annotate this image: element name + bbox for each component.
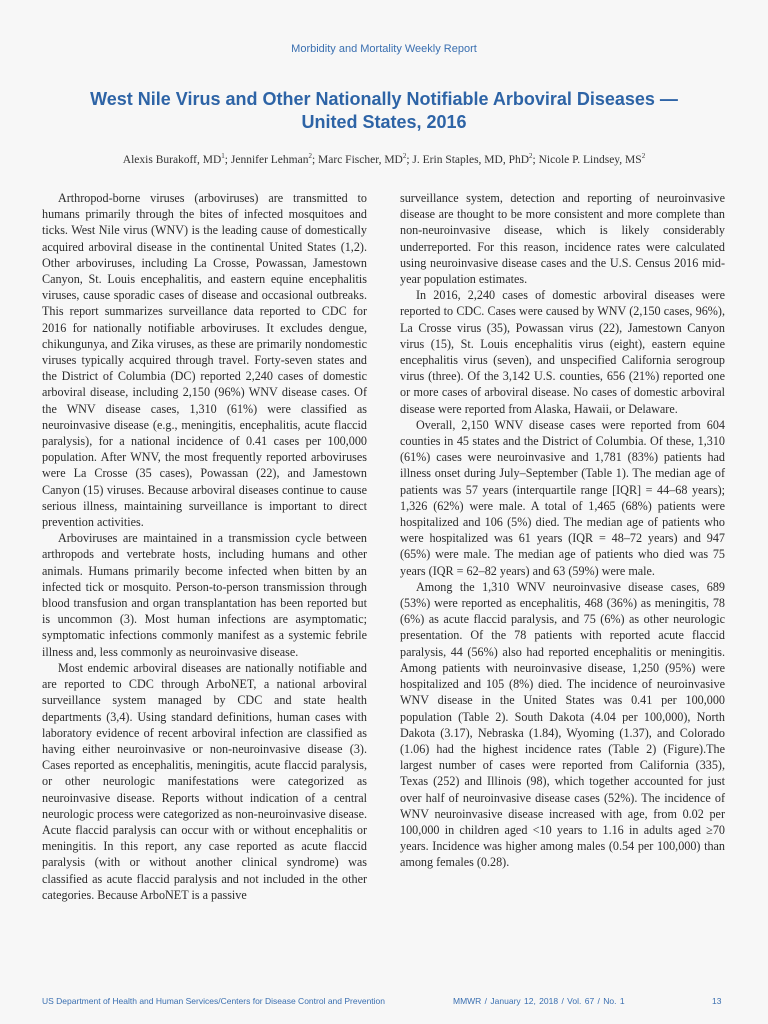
author-name: Alexis Burakoff, MD: [122, 153, 222, 166]
journal-header: Morbidity and Mortality Weekly Report: [291, 43, 477, 55]
author-affiliation: 2: [529, 152, 533, 160]
body-paragraph: Arthropod-borne viruses (arboviruses) are transmitted to humans primarily through the bites of infected mosquitoes and ticks. West Nile virus (WNV) is the leading cause of domestically acquired arboviral disease in the continental United States (1,2). Other arboviruses, including La Crosse, Powassan, Jamestown Canyon, St. Louis encephalitis, and eastern equine encephalitis viruses, cause sporadic cases of disease and occasional outbreaks. This report summarizes surveillance data reported to CDC for 2016 for nationally notifiable arboviruses. It excludes dengue, chikungunya, and Zika viruses, as these are primarily nondomestic viruses typically acquired through travel. Forty-seven states and the District of Columbia (DC) reported 2,240 cases of domestic arboviral disease, including 2,150 (96%) WNV disease cases. Of the WNV disease cases, 1,310 (61%) were classified as neuroinvasive disease (e.g., meningitis, encephalitis, acute flaccid paralysis), for a national incidence of 0.41 cases per 100,000 population. After WNV, the most frequently reported arboviruses were La Crosse (35 cases), Powassan (22), and Jamestown Canyon (15) viruses. Because arboviral diseases continue to cause serious illness, maintaining surveillance is important to direct prevention activities.: [42, 191, 367, 530]
footer-issue: MMWR / January 12, 2018 / Vol. 67 / No. 1: [453, 996, 625, 1006]
title-line-2: United States, 2016: [301, 112, 467, 132]
author-name: ; J. Erin Staples, MD, PhD: [406, 153, 530, 166]
author-name: ; Nicole P. Lindsey, MS: [532, 153, 642, 166]
author-affiliation: 1: [221, 152, 225, 160]
footer-agency: US Department of Health and Human Services/Centers for Disease Control and Prevention: [42, 996, 386, 1006]
article-title: [60, 88, 708, 134]
right-column: [400, 190, 725, 871]
page-number: 13: [712, 996, 722, 1006]
title-line-1: West Nile Virus and Other Nationally Notifiable Arboviral Diseases —: [90, 89, 678, 109]
body-paragraph: Arboviruses are maintained in a transmission cycle between arthropods and vertebrate hosts, including humans and other animals. Humans primarily become infected when bitten by an infected tick or mosquito. Person-to-person transmission through blood transfusion and organ transplantation has been reported but is uncommon (3). Most human infections are asymptomatic; symptomatic infections commonly manifest as a systemic febrile illness and, less commonly as neuroinvasive disease.: [42, 531, 367, 659]
body-paragraph: Among the 1,310 WNV neuroinvasive disease cases, 689 (53%) were reported as encephalitis, 468 (36%) as meningitis, 78 (6%) as acute flaccid paralysis, and 75 (6%) as other neurologic presentation. Of the 78 patients with reported acute flaccid paralysis, 44 (56%) also had reported encephalitis or meningitis. Among patients with neuroinvasive disease, 1,250 (95%) were hospitalized and 105 (8%) died. The incidence of neuroinvasive WNV disease in the United States was 0.41 per 100,000 population (Table 2). South Dakota (4.04 per 100,000), North Dakota (3.17), Nebraska (1.84), Wyoming (1.37), and Colorado (1.06) had the highest incidence rates (Table 2) (Figure).The largest number of cases were reported from California (335), Texas (252) and Illinois (98), which together accounted for just over half of neuroinvasive disease cases (52%). The incidence of WNV neuroinvasive disease increased with age, from 0.02 per 100,000 in children aged <10 years to 1.16 in adults aged ≥70 years. Incidence was higher among males (0.54 per 100,000) than among females (0.28).: [400, 579, 725, 870]
left-column: [42, 190, 367, 903]
body-paragraph: Overall, 2,150 WNV disease cases were reported from 604 counties in 45 states and the District of Columbia. Of these, 1,310 (61%) cases were neuroinvasive and 1,781 (83%) patients had illness onset during July–September (Table 1). The median age of patients was 57 years (interquartile range [IQR] = 44–68 years); 1,326 (62%) were male. A total of 1,465 (68%) patients were hospitalized and 106 (5%) died. The median age of patients who were hospitalized was 61 years (IQR = 48–72 years) and 947 (65%) were male. The median age of patients who died was 75 years (IQR = 62–82 years) and 63 (59%) were male.: [400, 417, 725, 578]
body-paragraph: Most endemic arboviral diseases are nationally notifiable and are reported to CDC through ArboNET, a national arboviral surveillance system managed by CDC and state health departments (3,4). Using standard definitions, human cases with laboratory evidence of recent arboviral infection are classified as having either neuroinvasive or non-neuroinvasive disease (3). Cases reported as encephalitis, meningitis, acute flaccid paralysis, or other neurologic manifestations were categorized as neuroinvasive disease. Reports without indication of a central neurologic process were categorized as non-neuroinvasive disease. Acute flaccid paralysis can occur with or without encephalitis or meningitis. In this report, any case reported as acute flaccid paralysis (with or without another clinical syndrome) was classified as acute flaccid paralysis and not included in the other categories. Because ArboNET is a passive: [42, 660, 367, 902]
body-paragraph: In 2016, 2,240 cases of domestic arboviral diseases were reported to CDC. Cases were caused by WNV (2,150 cases, 96%), La Crosse virus (35), Powassan virus (22), Jamestown Canyon virus (15), St. Louis encephalitis virus (eight), eastern equine encephalitis virus (seven), and unspecified California serogroup virus (three). Of the 3,142 U.S. counties, 656 (21%) reported one or more cases of arboviral disease. No cases of domestic arboviral disease were reported from Alaska, Hawaii, or Delaware.: [400, 288, 725, 416]
body-paragraph: surveillance system, detection and reporting of neuroinvasive disease are thought to be more consistent and more complete than non-neuroinvasive disease, which is likely considerably underreported. For this reason, incidence rates were calculated using neuroinvasive disease cases and the U.S. Census 2016 mid-year population estimates.: [400, 191, 725, 287]
author-affiliation: 2: [402, 152, 407, 160]
author-list: [40, 152, 728, 166]
author-affiliation: 2: [641, 152, 646, 160]
author-name: ; Jennifer Lehman: [224, 153, 309, 166]
author-affiliation: 2: [308, 152, 312, 160]
author-name: ; Marc Fischer, MD: [311, 153, 403, 166]
